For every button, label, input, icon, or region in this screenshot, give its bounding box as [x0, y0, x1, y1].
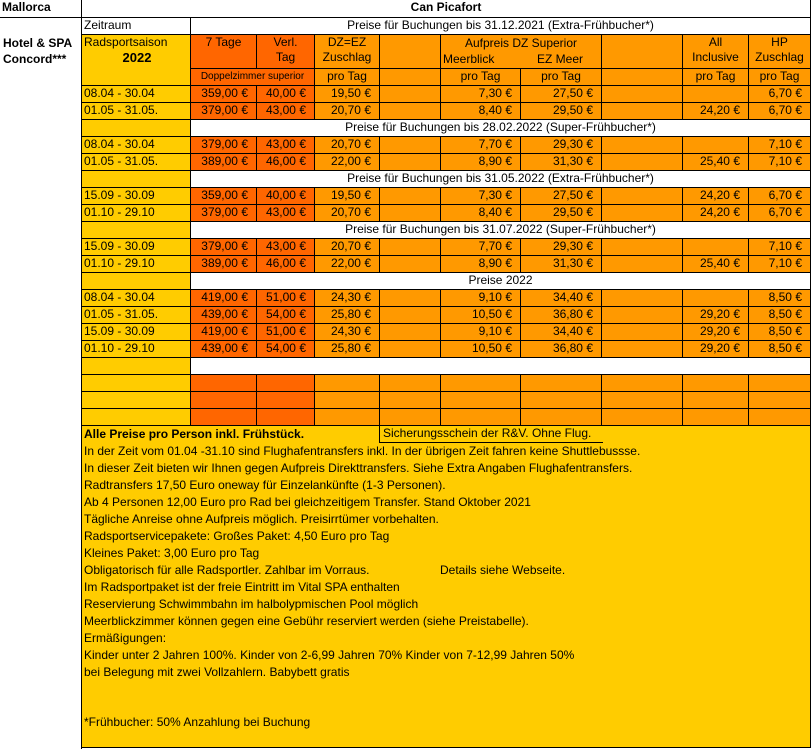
empty-cell	[749, 392, 811, 409]
cell-ezmeer: 27,50 €	[521, 188, 602, 205]
sicherungsschein-note: Sicherungsschein der R&V. Ohne Flug.	[379, 426, 603, 443]
hp-protag: pro Tag	[749, 69, 811, 86]
cell-week: 379,00 €	[191, 205, 257, 222]
empty-cell	[257, 409, 315, 426]
cell-ezmeer: 36,80 €	[521, 307, 602, 324]
cell-ai: 25,40 €	[683, 154, 749, 171]
col-ai-line1: All	[708, 35, 723, 49]
cell-dz: 20,70 €	[315, 205, 380, 222]
cell-dz: 22,00 €	[315, 256, 380, 273]
cell-day: 40,00 €	[257, 188, 315, 205]
blank-row	[191, 358, 811, 375]
cell-meer: 7,30 €	[441, 86, 521, 103]
empty-cell	[749, 409, 811, 426]
cell-empty	[380, 239, 441, 256]
cell-meer: 10,50 €	[441, 307, 521, 324]
cell-ai	[683, 137, 749, 154]
cell-ai: 29,20 €	[683, 324, 749, 341]
section-spacer	[82, 171, 191, 188]
empty-cell	[191, 392, 257, 409]
empty-cell	[602, 409, 683, 426]
col-hp-line1: HP	[771, 35, 788, 49]
cell-day: 51,00 €	[257, 290, 315, 307]
cell-ai: 25,40 €	[683, 256, 749, 273]
cell-empty	[380, 154, 441, 171]
empty-cell	[521, 409, 602, 426]
cell-dz: 22,00 €	[315, 154, 380, 171]
saison-year: 2022	[122, 50, 152, 65]
cell-day: 43,00 €	[257, 103, 315, 120]
cell-empty	[602, 324, 683, 341]
empty-cell	[191, 375, 257, 392]
ai-protag: pro Tag	[683, 69, 749, 86]
ezmeer-protag: pro Tag	[521, 69, 602, 86]
cell-dz: 24,30 €	[315, 290, 380, 307]
col-hp-line2: Zuschlag	[755, 50, 804, 64]
cell-empty	[602, 256, 683, 273]
location-title: Can Picafort	[82, 0, 811, 18]
cell-week: 439,00 €	[191, 307, 257, 324]
empty-cell	[82, 375, 191, 392]
cell-period: 01.10 - 29.10	[82, 341, 191, 358]
cell-meer: 8,40 €	[441, 205, 521, 222]
empty-cell	[315, 375, 380, 392]
empty-cell	[441, 409, 521, 426]
note-line: Radsportservicepakete: Großes Paket: 4,50 Euro pro Tag	[84, 529, 390, 543]
col-ai-line2: Inclusive	[692, 50, 739, 64]
region-label: Mallorca	[0, 0, 82, 18]
cell-empty	[380, 137, 441, 154]
cell-empty	[602, 103, 683, 120]
cell-empty	[602, 239, 683, 256]
cell-period: 15.09 - 30.09	[82, 188, 191, 205]
cell-period: 01.05 - 31.05.	[82, 103, 191, 120]
cell-empty	[380, 188, 441, 205]
cell-week: 359,00 €	[191, 86, 257, 103]
cell-ezmeer: 34,40 €	[521, 324, 602, 341]
zeitraum-header: Zeitraum	[82, 18, 191, 35]
empty-cell	[315, 392, 380, 409]
empty-cell	[602, 375, 683, 392]
cell-week: 419,00 €	[191, 324, 257, 341]
meer-protag: pro Tag	[441, 69, 521, 86]
cell-period: 01.05 - 31.05.	[82, 307, 191, 324]
cell-day: 46,00 €	[257, 256, 315, 273]
cell-hp: 8,50 €	[749, 290, 811, 307]
cell-period: 08.04 - 30.04	[82, 86, 191, 103]
hotel-column	[0, 18, 82, 749]
empty-cell	[191, 409, 257, 426]
cell-dz: 19,50 €	[315, 188, 380, 205]
cell-dz: 20,70 €	[315, 137, 380, 154]
cell-empty	[602, 137, 683, 154]
section-spacer	[82, 120, 191, 137]
empty-cell	[380, 392, 441, 409]
note-line: Ab 4 Personen 12,00 Euro pro Rad bei gleichzeitigem Transfer. Stand Oktober 2021	[84, 495, 531, 509]
cell-day: 43,00 €	[257, 205, 315, 222]
cell-day: 51,00 €	[257, 324, 315, 341]
cell-hp: 6,70 €	[749, 188, 811, 205]
aufpreis-label: Aufpreis DZ Superior	[464, 36, 578, 50]
note-line: Meerblickzimmer können gegen eine Gebühr reserviert werden (siehe Preistabelle).	[84, 614, 529, 628]
empty-cell	[380, 375, 441, 392]
dz-protag: pro Tag	[315, 69, 380, 86]
empty-cell	[749, 375, 811, 392]
cell-period: 15.09 - 30.09	[82, 239, 191, 256]
col-verl-header	[257, 35, 315, 69]
cell-empty	[380, 86, 441, 103]
cell-week: 439,00 €	[191, 341, 257, 358]
hotel-name-line2: Concord***	[3, 52, 67, 66]
empty-sub-2	[602, 69, 683, 86]
section-title: Preise für Buchungen bis 31.07.2022 (Super-Frühbucher*)	[191, 222, 811, 239]
cell-meer: 8,90 €	[441, 154, 521, 171]
cell-dz: 25,80 €	[315, 307, 380, 324]
note-line: Obligatorisch für alle Radsportler. Zahlbar im Vorraus.	[84, 563, 370, 577]
saison-header	[82, 35, 191, 86]
cell-meer: 7,30 €	[441, 188, 521, 205]
cell-hp: 8,50 €	[749, 307, 811, 324]
cell-period: 08.04 - 30.04	[82, 290, 191, 307]
empty-header-2	[602, 35, 683, 69]
cell-ezmeer: 29,30 €	[521, 137, 602, 154]
cell-empty	[602, 86, 683, 103]
cell-dz: 20,70 €	[315, 239, 380, 256]
cell-day: 40,00 €	[257, 86, 315, 103]
cell-dz: 24,30 €	[315, 324, 380, 341]
cell-day: 43,00 €	[257, 137, 315, 154]
cell-ezmeer: 34,40 €	[521, 290, 602, 307]
cell-hp: 8,50 €	[749, 341, 811, 358]
cell-empty	[380, 256, 441, 273]
ezmeer-label: EZ Meer	[537, 52, 584, 66]
cell-meer: 8,40 €	[441, 103, 521, 120]
col-verl-line2: Tag	[275, 50, 296, 64]
empty-cell	[315, 409, 380, 426]
section-spacer	[82, 273, 191, 290]
notes-block	[82, 426, 811, 748]
cell-ezmeer: 31,30 €	[521, 154, 602, 171]
cell-meer: 7,70 €	[441, 137, 521, 154]
cell-hp: 6,70 €	[749, 205, 811, 222]
cell-period: 01.10 - 29.10	[82, 205, 191, 222]
note-line: Ermäßigungen:	[84, 631, 167, 645]
empty-cell	[602, 392, 683, 409]
cell-week: 379,00 €	[191, 137, 257, 154]
cell-meer: 9,10 €	[441, 290, 521, 307]
cell-meer: 10,50 €	[441, 341, 521, 358]
empty-cell	[441, 392, 521, 409]
cell-empty	[380, 324, 441, 341]
cell-hp: 8,50 €	[749, 324, 811, 341]
cell-week: 379,00 €	[191, 239, 257, 256]
cell-ai: 29,20 €	[683, 341, 749, 358]
footnote: *Frühbucher: 50% Anzahlung bei Buchung	[84, 715, 311, 729]
section-title-1: Preise für Buchungen bis 31.12.2021 (Extra-Frühbucher*)	[191, 18, 811, 35]
cell-ezmeer: 36,80 €	[521, 341, 602, 358]
cell-ai: 29,20 €	[683, 307, 749, 324]
blank-row	[82, 358, 191, 375]
cell-dz: 20,70 €	[315, 103, 380, 120]
cell-meer: 8,90 €	[441, 256, 521, 273]
details-note: Details siehe Webseite.	[440, 563, 566, 577]
cell-week: 379,00 €	[191, 103, 257, 120]
notes-headline: Alle Preise pro Person inkl. Frühstück.	[84, 427, 305, 441]
section-title: Preise für Buchungen bis 31.05.2022 (Extra-Frühbucher*)	[191, 171, 811, 188]
col-dz-header	[315, 35, 380, 69]
cell-hp: 7,10 €	[749, 239, 811, 256]
cell-ai: 24,20 €	[683, 103, 749, 120]
cell-hp: 7,10 €	[749, 154, 811, 171]
empty-cell	[82, 392, 191, 409]
col-7tage-header: 7 Tage	[191, 35, 257, 69]
cell-empty	[380, 103, 441, 120]
cell-ezmeer: 29,50 €	[521, 205, 602, 222]
cell-empty	[380, 307, 441, 324]
cell-week: 389,00 €	[191, 154, 257, 171]
note-line: In dieser Zeit bieten wir Ihnen gegen Aufpreis Direkttransfers. Siehe Extra Angaben Flughafentransfers.	[84, 461, 633, 475]
aufpreis-header	[441, 35, 602, 69]
empty-cell	[683, 375, 749, 392]
cell-ezmeer: 29,50 €	[521, 103, 602, 120]
cell-empty	[602, 205, 683, 222]
note-line: Kinder unter 2 Jahren 100%. Kinder von 2-6,99 Jahren 70% Kinder von 7-12,99 Jahren 50%	[84, 648, 575, 662]
cell-ai: 24,20 €	[683, 205, 749, 222]
note-line: Reservierung Schwimmbahn im halbolypmischen Pool möglich	[84, 597, 419, 611]
cell-empty	[380, 205, 441, 222]
empty-cell	[82, 409, 191, 426]
cell-empty	[380, 290, 441, 307]
note-line: In der Zeit vom 01.04 -31.10 sind Flughafentransfers inkl. In der übrigen Zeit fahren keine Shuttlebussse.	[84, 444, 641, 458]
cell-week: 419,00 €	[191, 290, 257, 307]
cell-hp: 7,10 €	[749, 137, 811, 154]
cell-period: 01.10 - 29.10	[82, 256, 191, 273]
note-line: Radtransfers 17,50 Euro oneway für Einzelankünfte (1-3 Personen).	[84, 478, 446, 492]
cell-ezmeer: 27,50 €	[521, 86, 602, 103]
cell-dz: 19,50 €	[315, 86, 380, 103]
cell-empty	[602, 341, 683, 358]
empty-header-1	[380, 35, 441, 69]
cell-period: 15.09 - 30.09	[82, 324, 191, 341]
section-spacer	[82, 222, 191, 239]
empty-cell	[683, 392, 749, 409]
empty-cell	[257, 392, 315, 409]
cell-day: 54,00 €	[257, 341, 315, 358]
cell-ai	[683, 86, 749, 103]
cell-meer: 7,70 €	[441, 239, 521, 256]
cell-ai	[683, 239, 749, 256]
note-line: Tägliche Anreise ohne Aufpreis möglich. Preisirrtümer vorbehalten.	[84, 512, 439, 526]
meerblick-label: Meerblick	[443, 52, 495, 66]
cell-day: 43,00 €	[257, 239, 315, 256]
saison-label: Radsportsaison	[84, 35, 168, 49]
empty-cell	[257, 375, 315, 392]
empty-cell	[683, 409, 749, 426]
cell-day: 46,00 €	[257, 154, 315, 171]
cell-ai	[683, 290, 749, 307]
cell-hp: 6,70 €	[749, 86, 811, 103]
col-dz-line1: DZ=EZ	[327, 35, 367, 49]
section-title: Preise 2022	[191, 273, 811, 290]
hotel-name-line1: Hotel & SPA	[3, 36, 73, 50]
col-verl-line1: Verl.	[273, 35, 298, 49]
empty-cell	[441, 375, 521, 392]
empty-cell	[521, 392, 602, 409]
cell-empty	[380, 341, 441, 358]
empty-cell	[521, 375, 602, 392]
cell-empty	[602, 188, 683, 205]
cell-empty	[602, 290, 683, 307]
cell-meer: 9,10 €	[441, 324, 521, 341]
cell-hp: 6,70 €	[749, 103, 811, 120]
note-line: Im Radsportpaket ist der freie Eintritt im Vital SPA enthalten	[84, 580, 400, 594]
cell-week: 389,00 €	[191, 256, 257, 273]
cell-ezmeer: 31,30 €	[521, 256, 602, 273]
cell-hp: 7,10 €	[749, 256, 811, 273]
cell-day: 54,00 €	[257, 307, 315, 324]
doppelzimmer-header: Doppelzimmer superior	[191, 69, 315, 86]
section-title: Preise für Buchungen bis 28.02.2022 (Super-Frühbucher*)	[191, 120, 811, 137]
cell-empty	[602, 154, 683, 171]
col-ai-header	[683, 35, 749, 69]
cell-ezmeer: 29,30 €	[521, 239, 602, 256]
col-dz-line2: Zuschlag	[322, 50, 372, 64]
cell-period: 01.05 - 31.05.	[82, 154, 191, 171]
cell-ai: 24,20 €	[683, 188, 749, 205]
empty-sub-1	[380, 69, 441, 86]
note-line: Kleines Paket: 3,00 Euro pro Tag	[84, 546, 260, 560]
cell-week: 359,00 €	[191, 188, 257, 205]
cell-empty	[602, 307, 683, 324]
cell-period: 08.04 - 30.04	[82, 137, 191, 154]
col-hp-header	[749, 35, 811, 69]
empty-cell	[380, 409, 441, 426]
cell-dz: 25,80 €	[315, 341, 380, 358]
note-line: bei Belegung mit zwei Vollzahlern. Babybett gratis	[84, 665, 350, 679]
